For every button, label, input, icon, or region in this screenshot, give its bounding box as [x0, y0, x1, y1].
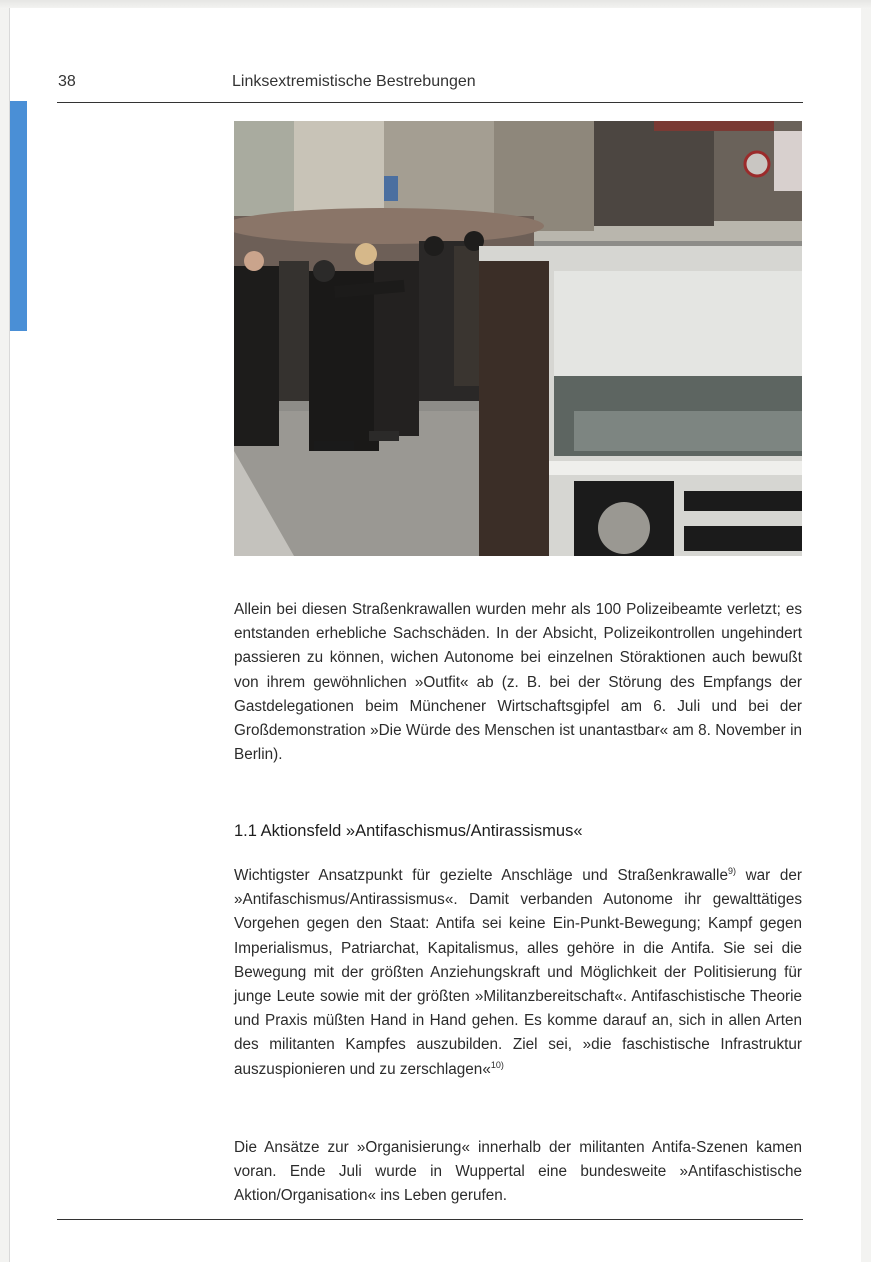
paragraph-2-text-b: war der »Antifaschismus/Antirassismus«. Damit verbanden Autonome ihr gewalttätiges Vorgehen gegen den Staat: Antifa sei keine Ein-Punkt-Bewegung; Kampf gegen Imperialismus, Patriarchat, Kapitalismus, alles gehöre in die Antifa. Sie sei die Bewegung mit der größten Anziehungskraft und Möglichkeit der Politisierung für junge Leute sowie mit der größten »Militanzbereitschaft«. Antifaschistische Theorie und Praxis müßten Hand in Hand gehen. Es komme darauf an, sich in allen Arten des militanten Kampfes auszubilden. Ziel sei, »die faschistische Infrastruktur auszuspionieren und zu zerschlagen« [234, 867, 802, 1078]
body-paragraph-2 [234, 864, 802, 1082]
running-head: Linksextremistische Bestrebungen [232, 73, 476, 90]
footnote-ref-9: 9) [727, 865, 736, 876]
paragraph-2-text-a: Wichtigster Ansatzpunkt für gezielte Anschläge und Straßenkrawalle [234, 867, 728, 884]
body-paragraph-1: Allein bei diesen Straßenkrawallen wurden mehr als 100 Polizeibeamte verletzt; es entstanden erhebliche Sachschäden. In der Absicht, Polizeikontrollen ungehindert passieren zu können, wichen Autonome bei einzelnen Störaktionen auch bewußt von ihrem gewöhnlichen »Outfit« ab (z. B. bei der Störung des Empfangs der Gastdelegationen beim Münchener Wirtschaftsgipfel am 6. Juli und bei der Großdemonstration »Die Würde des Menschen ist unantastbar« am 8. November in Berlin). [234, 601, 802, 764]
photo-street-riot-image [234, 121, 802, 556]
page-header [57, 72, 803, 103]
body-paragraph-3: Die Ansätze zur »Organisierung« innerhalb der militanten Antifa-Szenen kamen voran. Ende Juli wurde in Wuppertal eine bundesweite »Antifaschistische Aktion/Organisation« ins Leben gerufen. [234, 1139, 802, 1205]
footer-rule [57, 1219, 803, 1220]
footnote-ref-10: 10) [490, 1059, 504, 1070]
chapter-color-tab [10, 101, 27, 331]
page-number: 38 [58, 73, 76, 90]
section-heading: 1.1 Aktionsfeld »Antifaschismus/Antirassismus« [234, 822, 583, 840]
